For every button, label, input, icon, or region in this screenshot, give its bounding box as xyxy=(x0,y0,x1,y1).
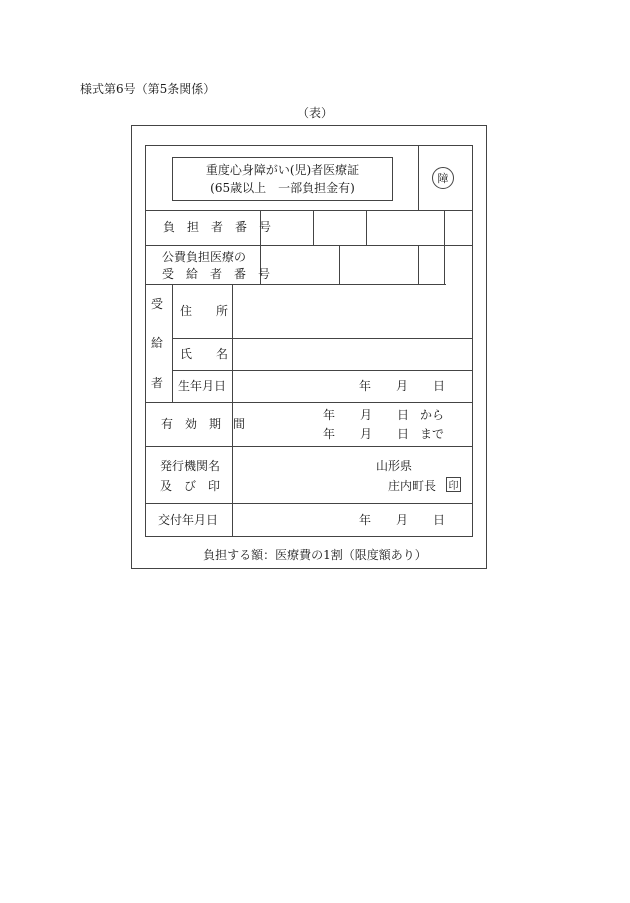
row-divider xyxy=(145,446,473,447)
card-title: 重度心身障がい(児)者医療証 xyxy=(205,163,360,177)
col-divider xyxy=(172,284,173,402)
address-label: 住 所 xyxy=(180,304,229,318)
row-divider xyxy=(145,402,473,403)
row-divider xyxy=(145,503,473,504)
issue-year-unit: 年 xyxy=(359,513,372,527)
birth-day-unit: 日 xyxy=(433,379,446,393)
valid-until-month-unit: 月 xyxy=(360,427,373,441)
valid-from-year-unit: 年 xyxy=(323,408,336,422)
footer-note: 負担する額：医療費の1割（限度額あり） xyxy=(203,548,427,562)
valid-from-month-unit: 月 xyxy=(360,408,373,422)
birthdate-label: 生年月日 xyxy=(178,379,227,393)
card-subtitle: (65歳以上 一部負担金有) xyxy=(210,181,355,195)
issue-month-unit: 月 xyxy=(396,513,409,527)
side-label: （表） xyxy=(296,106,333,120)
col-divider xyxy=(418,245,419,284)
issuer-label-2: 及 び 印 xyxy=(160,479,221,493)
row-divider xyxy=(145,245,446,246)
col-divider xyxy=(444,210,445,284)
issue-day-unit: 日 xyxy=(433,513,446,527)
official-stamp: 印 xyxy=(446,477,461,492)
name-label: 氏 名 xyxy=(180,347,229,361)
public-recipient-label-2: 受 給 者 番 号 xyxy=(162,267,271,281)
disability-seal: 障 xyxy=(432,167,454,189)
issuer-name: 庄内町長 xyxy=(388,479,437,493)
payer-number-label: 負 担 者 番 号 xyxy=(163,220,272,234)
public-recipient-label-1: 公費負担医療の xyxy=(162,250,247,264)
row-divider xyxy=(172,338,473,339)
card-title-box xyxy=(172,157,393,201)
valid-until-year-unit: 年 xyxy=(323,427,336,441)
valid-from-day-unit: 日 xyxy=(397,408,410,422)
valid-until-label: まで xyxy=(420,427,445,441)
birth-year-unit: 年 xyxy=(359,379,372,393)
col-divider xyxy=(232,284,233,536)
issuer-label-1: 発行機関名 xyxy=(160,459,221,473)
row-divider xyxy=(145,284,446,285)
recipient-label-char: 給 xyxy=(151,336,164,350)
valid-from-label: から xyxy=(420,408,445,422)
birth-month-unit: 月 xyxy=(396,379,409,393)
issuer-prefecture: 山形県 xyxy=(376,459,413,473)
valid-until-day-unit: 日 xyxy=(397,427,410,441)
row-divider xyxy=(145,210,473,211)
col-divider xyxy=(418,145,419,210)
issue-date-label: 交付年月日 xyxy=(158,513,219,527)
row-divider xyxy=(446,245,473,246)
form-number: 様式第6号（第5条関係） xyxy=(80,82,216,96)
recipient-label-char: 受 xyxy=(151,297,164,311)
col-divider xyxy=(339,245,340,284)
col-divider xyxy=(366,210,367,245)
col-divider xyxy=(313,210,314,245)
row-divider xyxy=(172,370,473,371)
validity-label: 有 効 期 間 xyxy=(161,417,246,431)
recipient-label-char: 者 xyxy=(151,376,164,390)
